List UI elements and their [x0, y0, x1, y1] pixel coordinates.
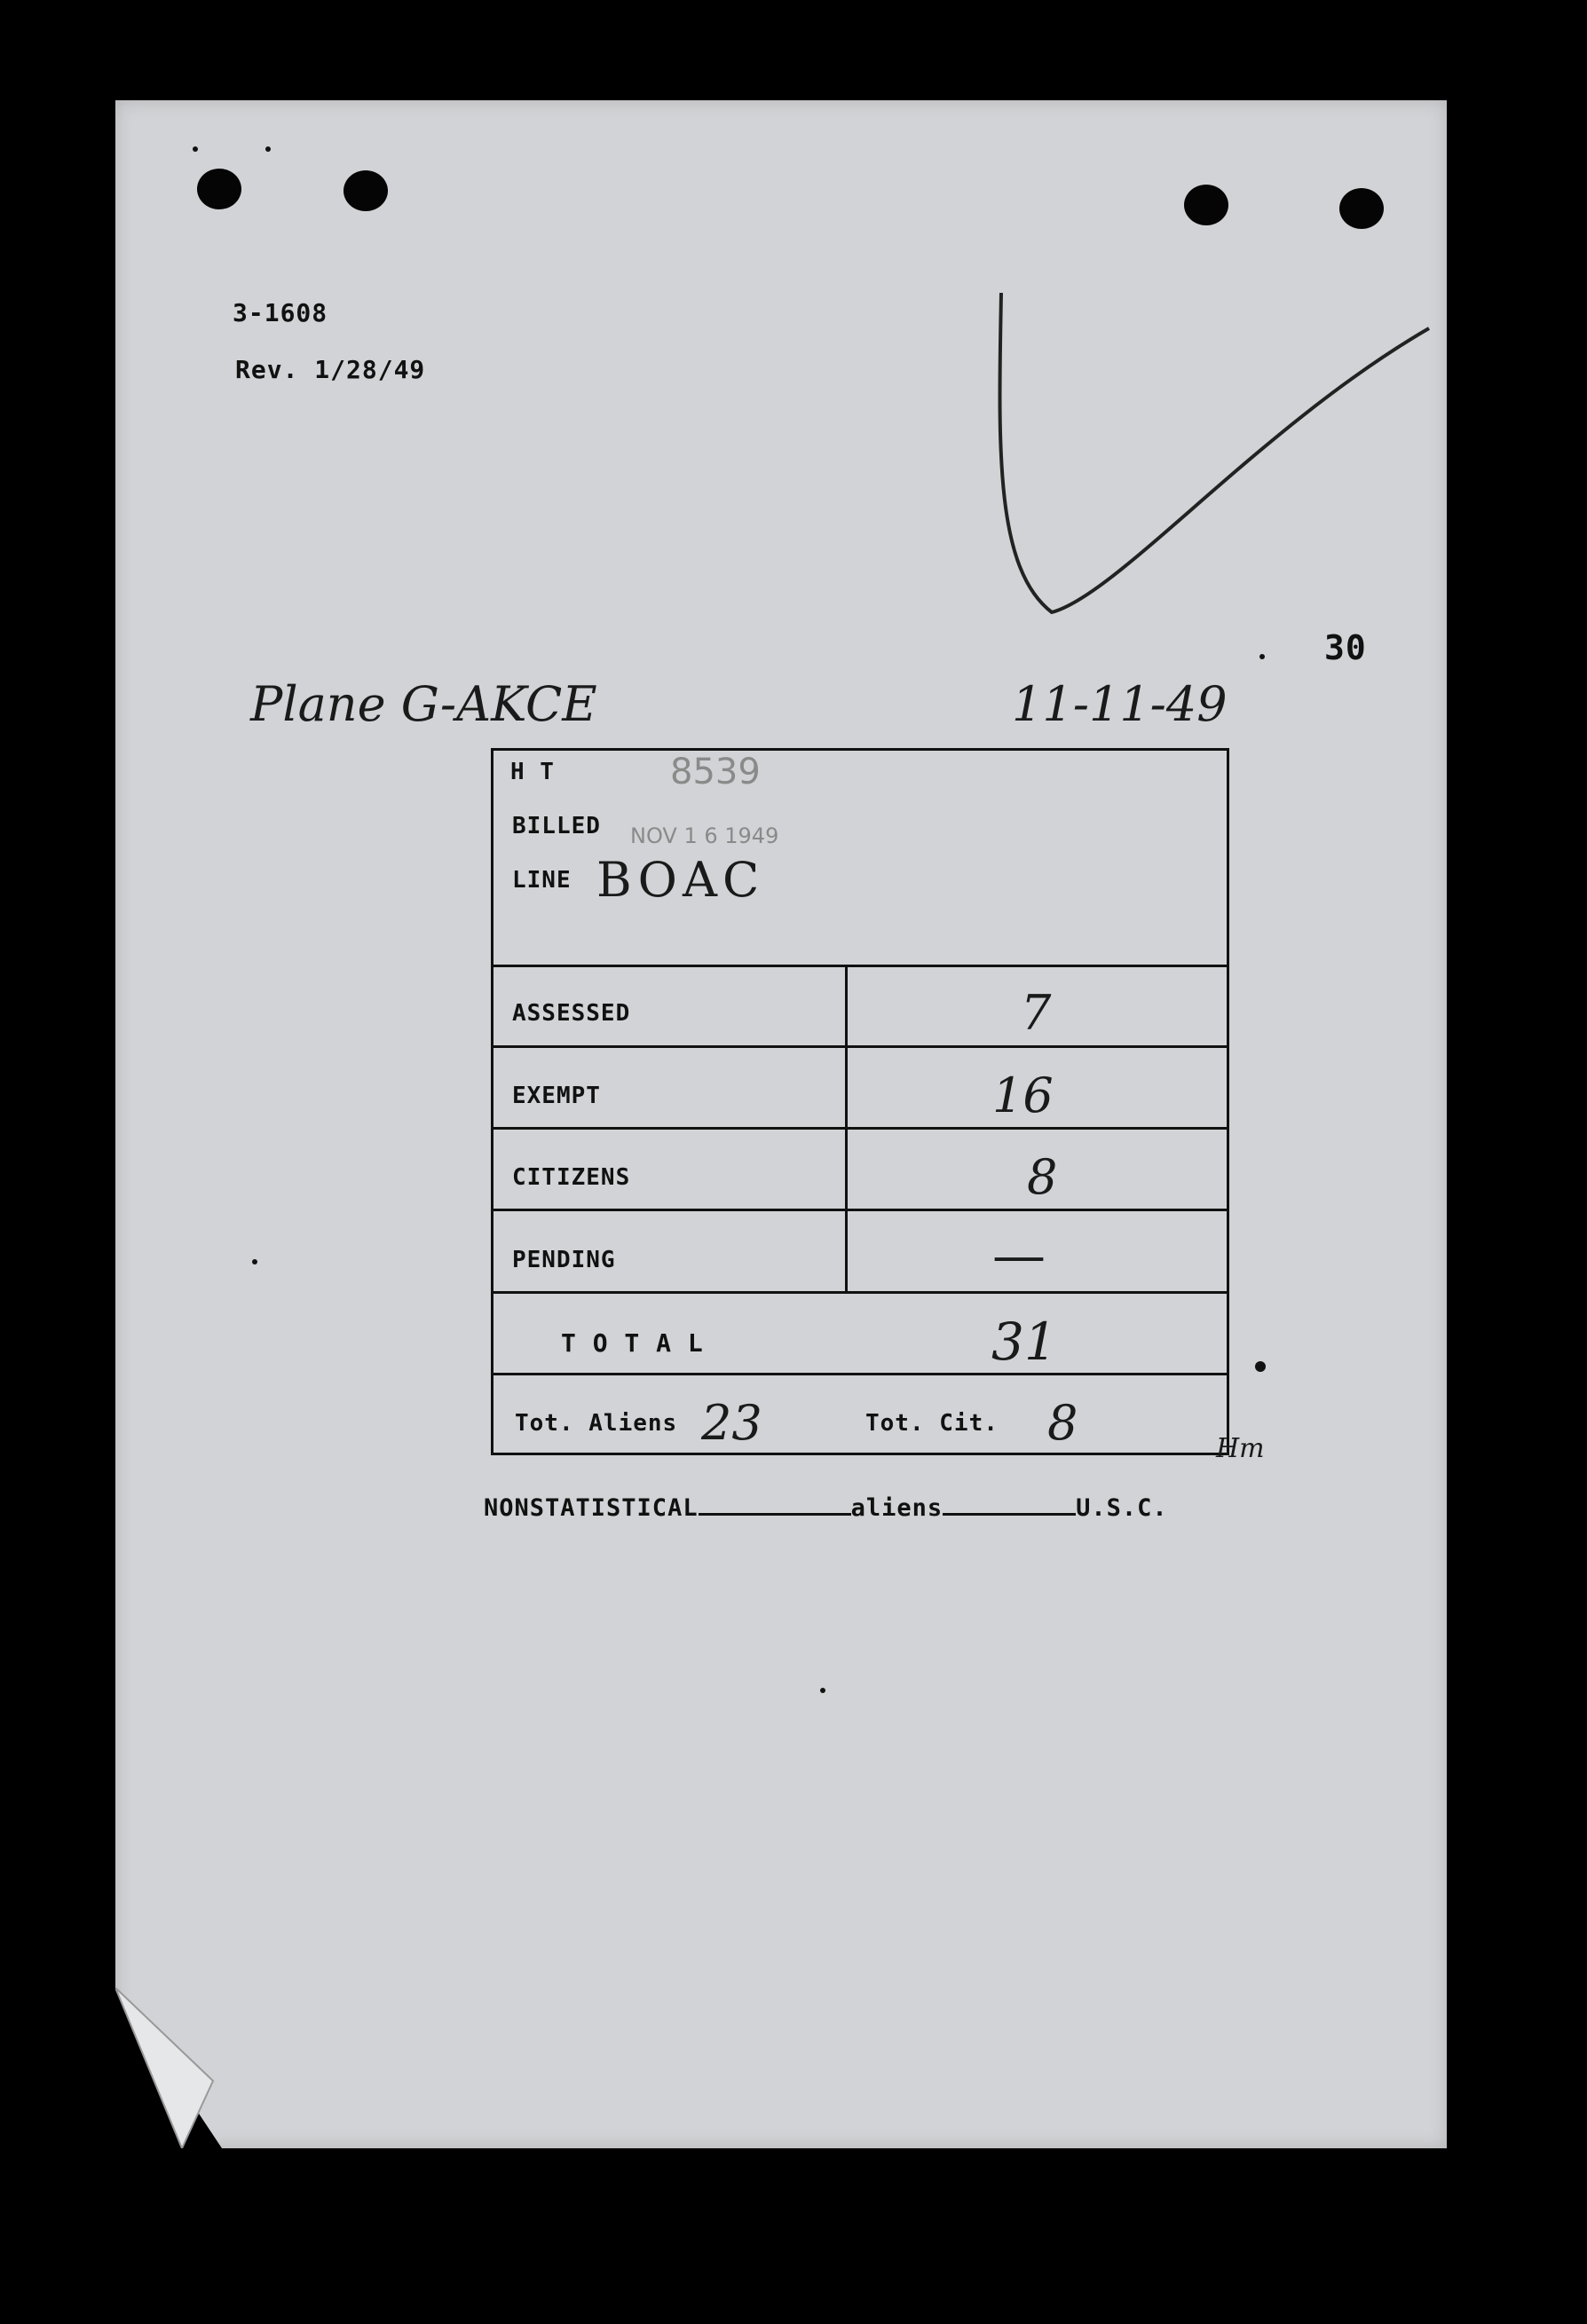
- ht-label: H T: [510, 759, 555, 785]
- billed-date-stamp: NOV 1 6 1949: [630, 823, 779, 848]
- tot-aliens-value: 23: [701, 1395, 762, 1451]
- aliens-label: aliens: [850, 1494, 944, 1522]
- row-exempt-label: EXEMPT: [512, 1083, 601, 1109]
- form-revision: Rev. 1/28/49: [235, 355, 426, 384]
- tot-aliens-label: Tot. Aliens: [515, 1410, 678, 1437]
- ht-stamp-number: 8539: [670, 752, 761, 792]
- form-number: 3-1608: [233, 298, 328, 327]
- total-label: T O T A L: [561, 1328, 704, 1358]
- date-handwritten: 11-11-49: [1012, 676, 1228, 732]
- row-assessed-label: ASSESSED: [512, 1000, 631, 1027]
- row-citizens-label: CITIZENS: [512, 1164, 631, 1191]
- tot-cit-label: Tot. Cit.: [865, 1410, 999, 1437]
- row-pending-label: PENDING: [512, 1247, 616, 1273]
- row-pending-value: —: [992, 1225, 1046, 1287]
- usc-label: U.S.C.: [1076, 1494, 1168, 1522]
- line-label: LINE: [512, 867, 572, 894]
- row-assessed-value: 7: [1021, 985, 1052, 1041]
- line-value-handwritten: BOAC: [596, 852, 765, 908]
- row-citizens-value: 8: [1027, 1149, 1058, 1205]
- plane-handwritten: Plane G-AKCE: [250, 676, 597, 732]
- billed-label: BILLED: [512, 813, 601, 839]
- nonstatistical-label: NONSTATISTICAL: [484, 1494, 699, 1522]
- page-number: 30: [1324, 628, 1367, 667]
- initials-handwritten: Hm: [1216, 1433, 1265, 1464]
- total-value: 31: [991, 1312, 1057, 1372]
- row-exempt-value: 16: [992, 1067, 1054, 1123]
- tot-cit-value: 8: [1047, 1395, 1078, 1451]
